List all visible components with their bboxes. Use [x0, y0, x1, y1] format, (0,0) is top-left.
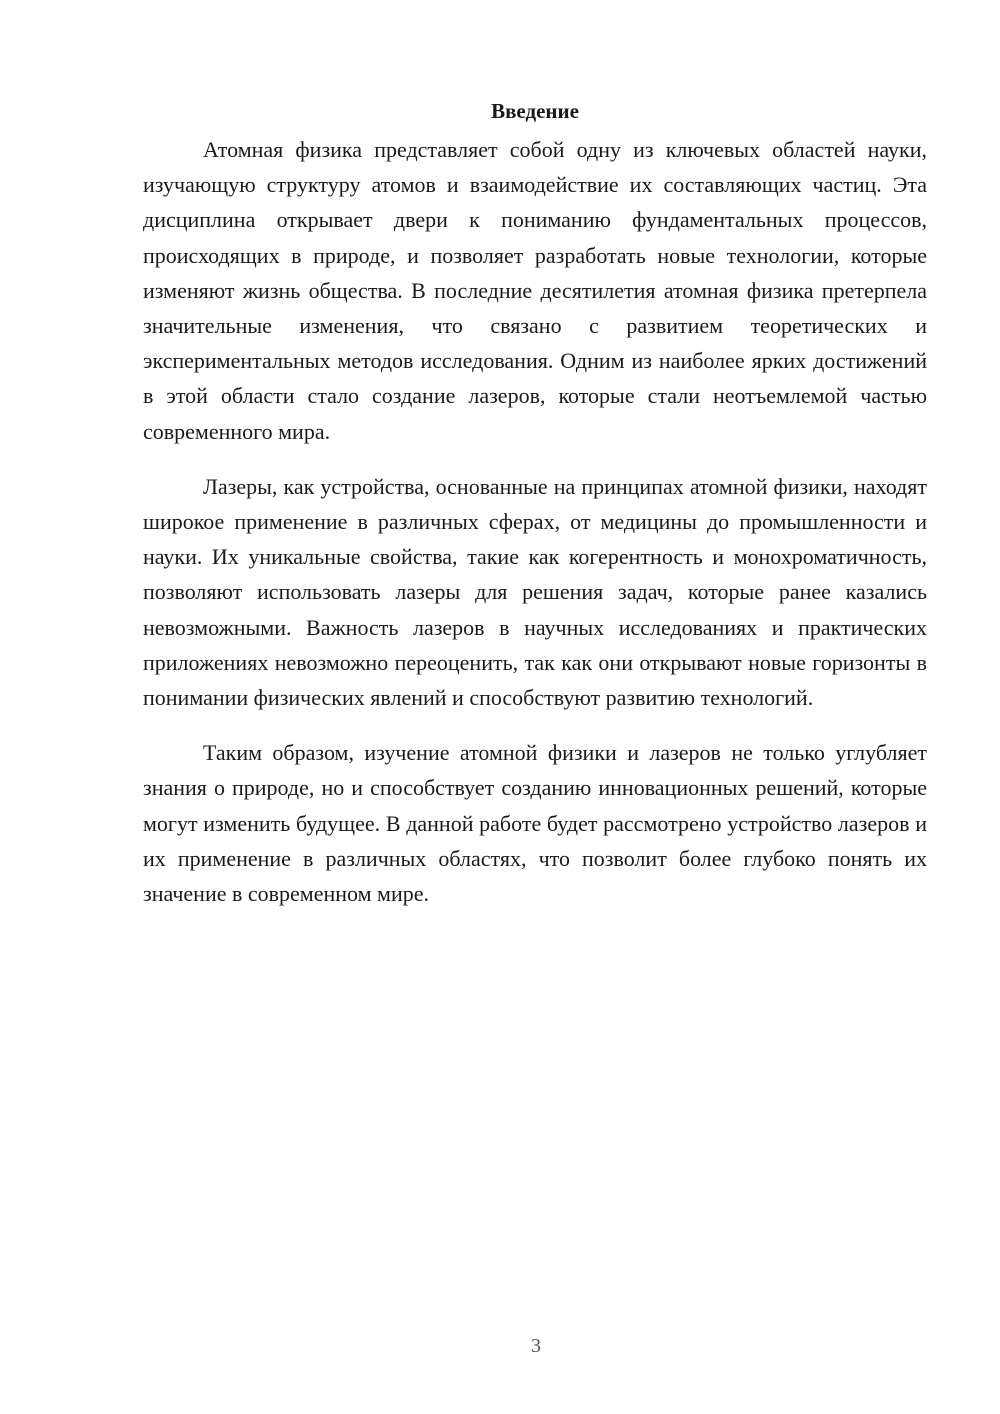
page-content: [143, 96, 927, 931]
paragraph-conclusion: Таким образом, изучение атомной физики и лазеров не только углубляет знания о природе, но и способствует созданию инновационных решений, которые могут изменить будущее. В данной работе будет рассмотрено устройство лазеров и их применение в различных областях, что позволит более глубоко понять их значение в современном мире.: [143, 740, 927, 907]
paragraph-atomic-physics: Атомная физика представляет собой одну из ключевых областей науки, изучающую структуру атомов и взаимодействие их составляющих частиц. Эта дисциплина открывает двери к пониманию фундаментальных процессов, происходящих в природе, и позволяет разработать новые технологии, которые изменяют жизнь общества. В последние десятилетия атомная физика претерпела значительные изменения, что связано с развитием теоретических и экспериментальных методов исследования. Одним из наиболее ярких достижений в этой области стало создание лазеров, которые стали неотъемлемой частью современного мира.: [143, 137, 927, 444]
section-heading: Введение: [491, 99, 579, 123]
page-number: 3: [531, 1335, 541, 1357]
paragraph-lasers-applications: Лазеры, как устройства, основанные на принципах атомной физики, находят широкое применение в различных сферах, от медицины до промышленности и науки. Их уникальные свойства, такие как когерентность и монохроматичность, позволяют использовать лазеры для решения задач, которые ранее казались невозможными. Важность лазеров в научных исследованиях и практических приложениях невозможно переоценить, так как они открывают новые горизонты в понимании физических явлений и способствуют развитию технологий.: [143, 473, 927, 711]
